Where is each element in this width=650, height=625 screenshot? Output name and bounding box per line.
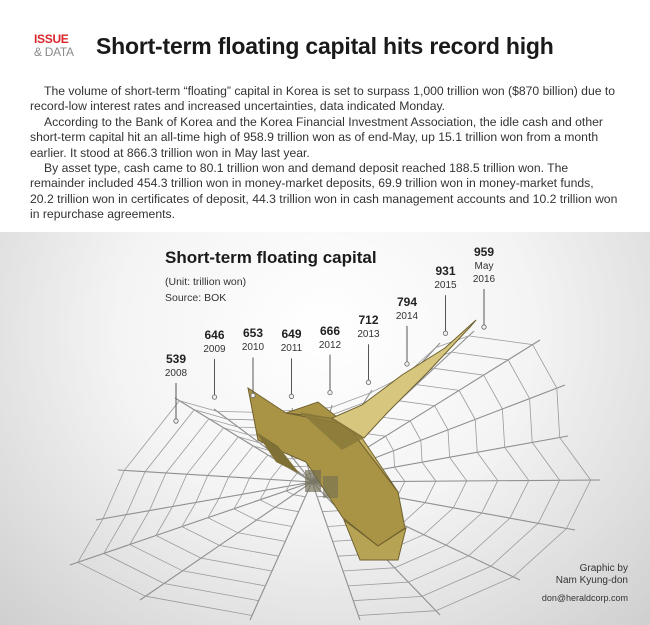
web-spoke [118, 470, 312, 482]
data-value-label: 646 [204, 328, 225, 343]
credit-email: don@heraldcorp.com [541, 593, 628, 603]
data-value-label: 959 [473, 245, 495, 259]
data-point [366, 380, 370, 384]
credit-author: Nam Kyung-don [555, 575, 628, 586]
badge-data: & DATA [34, 45, 74, 59]
category-label: 2014 [395, 310, 419, 322]
article-paragraph: According to the Bank of Korea and the Korea Financial Investment Association, the idle cash and other short-term capital hit an all-time high of 958.9 trillion won as of end-May, up 15.1 trillion won from a month earlier. It stood at 866.3 trillion won in May last year. [30, 114, 603, 160]
category-label: 2015 [434, 280, 457, 292]
credit-line: Graphic by [579, 563, 628, 574]
data-label [454, 245, 514, 286]
data-value-label: 931 [435, 264, 456, 279]
headline: Short-term floating capital hits record high [96, 33, 554, 59]
data-label [377, 295, 437, 323]
web-spoke [140, 482, 312, 600]
data-point [443, 331, 447, 335]
data-value-label: 712 [358, 313, 379, 328]
data-point [289, 394, 293, 398]
data-value-label: 666 [319, 323, 341, 338]
data-point [328, 390, 332, 394]
category-label: 2013 [357, 329, 380, 341]
article-paragraph: The volume of short-term “floating” capital in Korea is set to surpass 1,000 trillion won ($870 billion) due to record-low interest rates and increased uncertainties, data indicated Monday. [30, 84, 616, 114]
data-label [146, 352, 206, 380]
data-point [405, 362, 409, 366]
data-value-label: 794 [396, 294, 418, 309]
chart-title: Short-term floating capital [165, 248, 377, 267]
category-label: 2016 [472, 274, 496, 285]
banknote-illustration [248, 320, 476, 560]
data-point [482, 325, 486, 329]
category-label: 2010 [241, 342, 265, 354]
category-label: May [474, 261, 494, 272]
article-paragraph: By asset type, cash came to 80.1 trillion won and demand deposit reached 188.5 trillion won. The remainder included 454.3 trillion won in money-market deposits, 69.9 trillion won in money-market funds, 20.2 trillion won in certificates of deposit, 44.3 trillion won in cash management accounts and 10.2 trillion won in repurchase agreements. [30, 161, 618, 222]
data-value-label: 653 [242, 326, 264, 341]
category-label: 2012 [318, 339, 342, 351]
graphic-credit [556, 563, 628, 587]
web-spoke [96, 482, 312, 520]
category-label: 2009 [203, 344, 226, 356]
data-value-label: 649 [281, 327, 302, 342]
chart-unit: (Unit: trillion won) [165, 276, 247, 288]
badge-issue: ISSUE [34, 32, 69, 46]
category-label: 2008 [164, 368, 188, 379]
data-point [251, 393, 255, 397]
chart-source: Source: BOK [165, 292, 227, 304]
data-point [174, 419, 178, 423]
data-point [212, 395, 216, 399]
data-value-label: 539 [165, 352, 187, 366]
category-label: 2011 [280, 343, 303, 355]
